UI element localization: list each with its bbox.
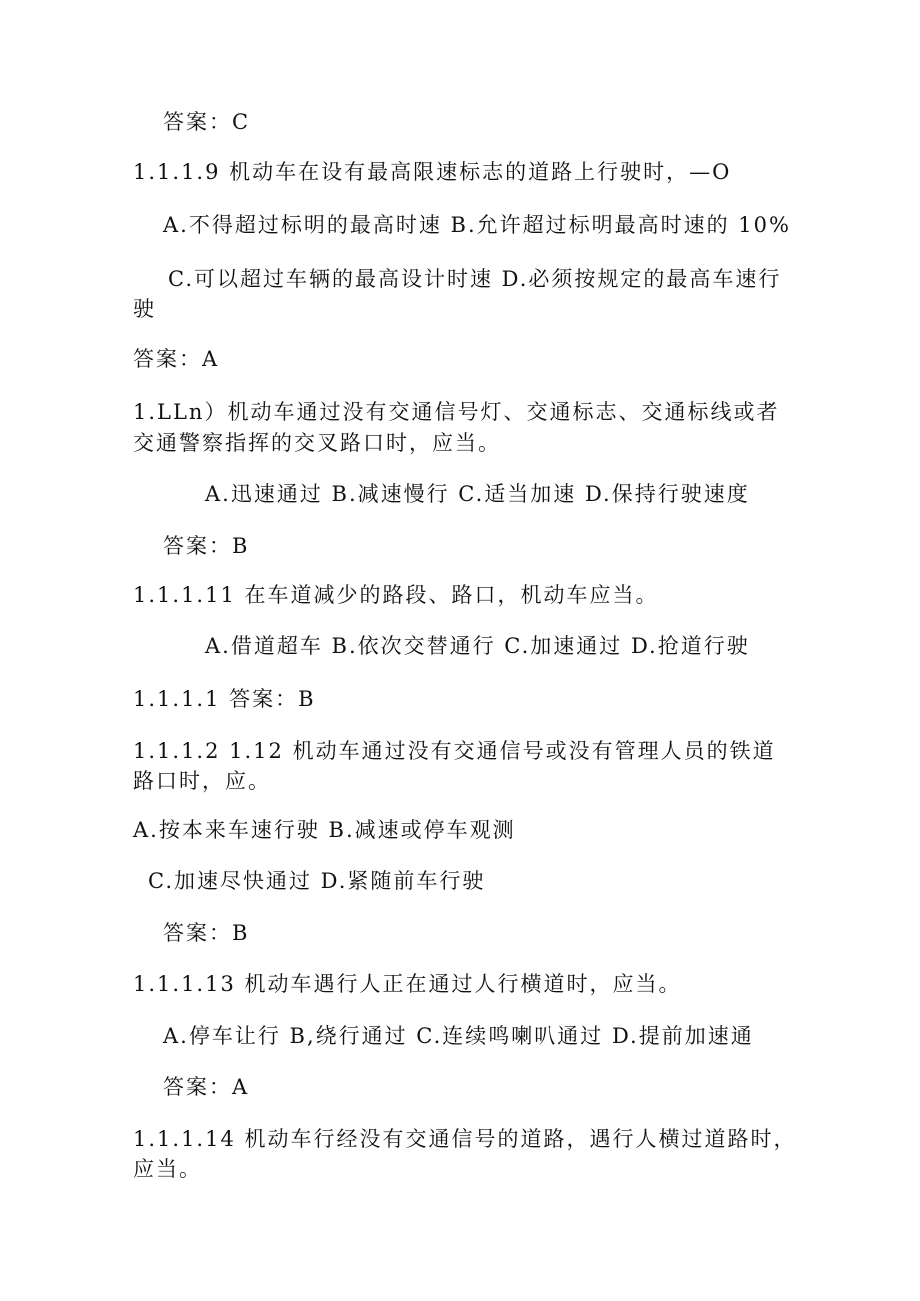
answer-line: 答案：B <box>163 534 250 558</box>
options-line: A.按本来车速行驶 B.减速或停车观测 <box>133 818 516 842</box>
question-line-cont: 路口时，应。 <box>133 769 271 793</box>
options-line: A.不得超过标明的最高时速 B.允许超过标明最高时速的 10% <box>163 213 791 237</box>
options-line: A.借道超车 B.依次交替通行 C.加速通过 D.抢道行驶 <box>205 634 750 658</box>
question-1-1-1-13: 1.1.1.13 机动车遇行人正在通过人行横道时，应当。 <box>133 972 682 996</box>
question-1-1-1-14: 1.1.1.14 机动车行经没有交通信号的道路，遇行人横过道路时， <box>133 1127 797 1151</box>
options-line: C.加速尽快通过 D.紧随前车行驶 <box>148 869 486 893</box>
options-line-cont: 驶 <box>133 297 156 321</box>
options-line: A.迅速通过 B.减速慢行 C.适当加速 D.保持行驶速度 <box>205 482 750 506</box>
question-1-1-1-12: 1.1.1.2 1.12 机动车通过没有交通信号或没有管理人员的铁道 <box>133 739 776 763</box>
question-1-1-1-10: 1.LLn）机动车通过没有交通信号灯、交通标志、交通标线或者 <box>133 400 780 424</box>
question-1-1-1-11: 1.1.1.11 在车道减少的路段、路口，机动车应当。 <box>133 583 659 607</box>
question-1-1-1-9: 1.1.1.9 机动车在设有最高限速标志的道路上行驶时，—O <box>133 160 732 184</box>
answer-line: 答案：A <box>163 1075 250 1099</box>
answer-line: 答案：C <box>163 110 251 134</box>
answer-line: 答案：A <box>133 347 220 371</box>
answer-line: 答案：B <box>163 921 250 945</box>
answer-line: 1.1.1.1 答案：B <box>133 687 316 711</box>
question-line-cont: 应当。 <box>133 1157 202 1181</box>
question-line-cont: 交通警察指挥的交叉路口时，应当。 <box>133 431 501 455</box>
options-line: A.停车让行 B,绕行通过 C.连续鸣喇叭通过 D.提前加速通 <box>163 1024 754 1048</box>
options-line: C.可以超过车辆的最高设计时速 D.必须按规定的最高车速行 <box>168 267 782 291</box>
